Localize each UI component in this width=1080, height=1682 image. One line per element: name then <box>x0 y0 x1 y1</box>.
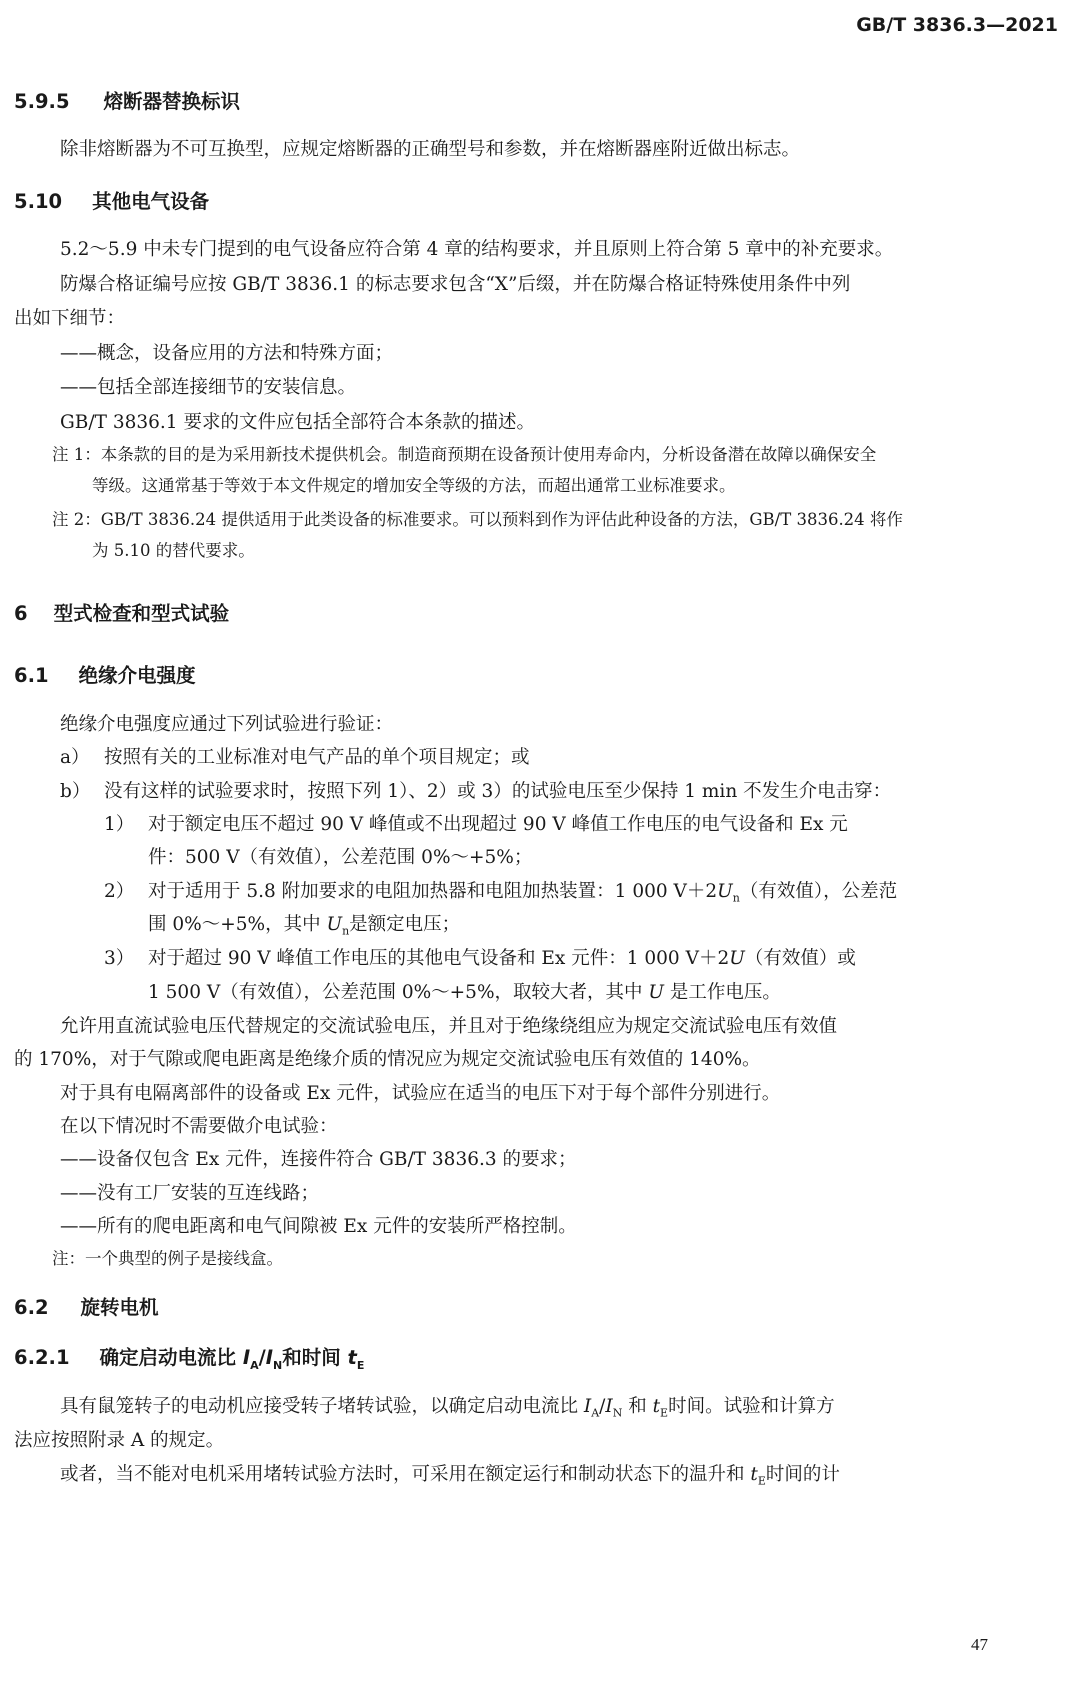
paragraph-line: 的 170%，对于气隙或爬电距离是绝缘介质的情况应为规定交流试验电压有效值的 140%。 <box>14 1049 761 1070</box>
paragraph: 在以下情况时不需要做介电试验： <box>60 1116 338 1137</box>
list-marker: a） <box>60 747 90 768</box>
dash-item: ——没有工厂安装的互连线路； <box>60 1183 320 1204</box>
section-heading-6-1 <box>14 660 196 688</box>
paragraph: 绝缘介电强度应通过下列试验进行验证： <box>60 714 394 735</box>
paragraph: 除非熔断器为不可互换型，应规定熔断器的正确型号和参数，并在熔断器座附近做出标志。 <box>60 139 801 160</box>
section-heading-5-9-5 <box>14 86 240 114</box>
paragraph: 5.2～5.9 中未专门提到的电气设备应符合第 4 章的结构要求，并且原则上符合第 5 章中的补充要求。 <box>60 239 894 260</box>
page-number: 47 <box>971 1635 988 1654</box>
dash-item: ——设备仅包含 Ex 元件，连接件符合 GB/T 3836.3 的要求； <box>60 1149 577 1170</box>
section-number: 6.1 <box>14 664 49 687</box>
section-title: 绝缘介电强度 <box>78 664 196 687</box>
paragraph-line: 具有鼠笼转子的电动机应接受转子堵转试验，以确定启动电流比 $I_A/I_N$ 和 $t_E$时间。试验和计算方 <box>60 1396 835 1420</box>
section-title: 其他电气设备 <box>92 190 210 213</box>
section-heading-6-2 <box>14 1292 159 1320</box>
list-marker: 1） <box>104 814 135 835</box>
list-marker: 2） <box>104 881 135 902</box>
chapter-heading-6 <box>14 598 229 626</box>
section-heading-5-10 <box>14 186 209 214</box>
section-number: 6.2.1 <box>14 1346 70 1369</box>
list-marker: 3） <box>104 948 135 969</box>
paragraph-line: 防爆合格证编号应按 GB/T 3836.1 的标志要求包含“X”后缀，并在防爆合格证特殊使用条件中列 <box>60 274 851 295</box>
paragraph: 对于具有电隔离部件的设备或 Ex 元件，试验应在适当的电压下对于每个部件分别进行。 <box>60 1083 781 1104</box>
note: 注：一个典型的例子是接线盒。 <box>52 1249 283 1268</box>
section-number: 5.10 <box>14 190 63 213</box>
list-marker: b） <box>60 781 91 802</box>
list-item-b: 没有这样的试验要求时，按照下列 1）、2）或 3）的试验电压至少保持 1 min 不发生介电击穿： <box>104 781 892 802</box>
list-item-b2-line: 围 0%～+5%，其中 $U_n$是额定电压； <box>148 914 461 938</box>
note-2-line: 注 2：GB/T 3836.24 提供适用于此类设备的标准要求。可以预料到作为评估此种设备的方法，GB/T 3836.24 将作 <box>52 510 903 529</box>
section-title: 型式检查和型式试验 <box>53 602 230 625</box>
note-2-line: 为 5.10 的替代要求。 <box>92 541 255 560</box>
paragraph-line: 允许用直流试验电压代替规定的交流试验电压，并且对于绝缘绕组应为规定交流试验电压有效值 <box>60 1016 838 1037</box>
list-item-a: 按照有关的工业标准对电气产品的单个项目规定；或 <box>104 747 530 768</box>
note-1-line: 注 1：本条款的目的是为采用新技术提供机会。制造商预期在设备预计使用寿命内，分析设备潜在故障以确保安全 <box>52 445 877 464</box>
section-heading-6-2-1 <box>14 1342 364 1372</box>
list-item-b3-line: 对于超过 90 V 峰值工作电压的其他电气设备和 Ex 元件：1 000 V＋2U（有效值）或 <box>148 948 856 969</box>
list-item-b3-line: 1 500 V（有效值），公差范围 0%～+5%，取较大者，其中 U 是工作电压。 <box>148 982 781 1003</box>
standard-id: GB/T 3836.3—2021 <box>856 14 1058 36</box>
note-1-line: 等级。这通常基于等效于本文件规定的增加安全等级的方法，而超出通常工业标准要求。 <box>92 476 736 495</box>
list-item-b2-line: 对于适用于 5.8 附加要求的电阻加热器和电阻加热装置：1 000 $V+2U_n$（有效值），公差范 <box>148 881 898 905</box>
paragraph-line: 或者，当不能对电机采用堵转试验方法时，可采用在额定运行和制动状态下的温升和 $t_E$时间的计 <box>60 1464 840 1488</box>
paragraph: GB/T 3836.1 要求的文件应包括全部符合本条款的描述。 <box>60 412 535 433</box>
paragraph-line: 法应按照附录 A 的规定。 <box>14 1430 225 1451</box>
section-number: 5.9.5 <box>14 90 70 113</box>
section-title: 熔断器替换标识 <box>103 90 241 113</box>
section-title: 旋转电机 <box>80 1296 159 1319</box>
dash-item: ——概念，设备应用的方法和特殊方面； <box>60 343 394 364</box>
section-title: 确定启动电流比 $I_A/I_N$和时间 $t_E$ <box>99 1346 365 1372</box>
section-number: 6 <box>14 602 28 625</box>
paragraph-line: 出如下细节： <box>14 308 126 329</box>
list-item-b1-line: 对于额定电压不超过 90 V 峰值或不出现超过 90 V 峰值工作电压的电气设备和 Ex 元 <box>148 814 848 835</box>
section-number: 6.2 <box>14 1296 49 1319</box>
list-item-b1-line: 件：500 V（有效值），公差范围 0%～+5%； <box>148 847 533 868</box>
dash-item: ——包括全部连接细节的安装信息。 <box>60 377 357 398</box>
dash-item: ——所有的爬电距离和电气间隙被 Ex 元件的安装所严格控制。 <box>60 1216 577 1237</box>
